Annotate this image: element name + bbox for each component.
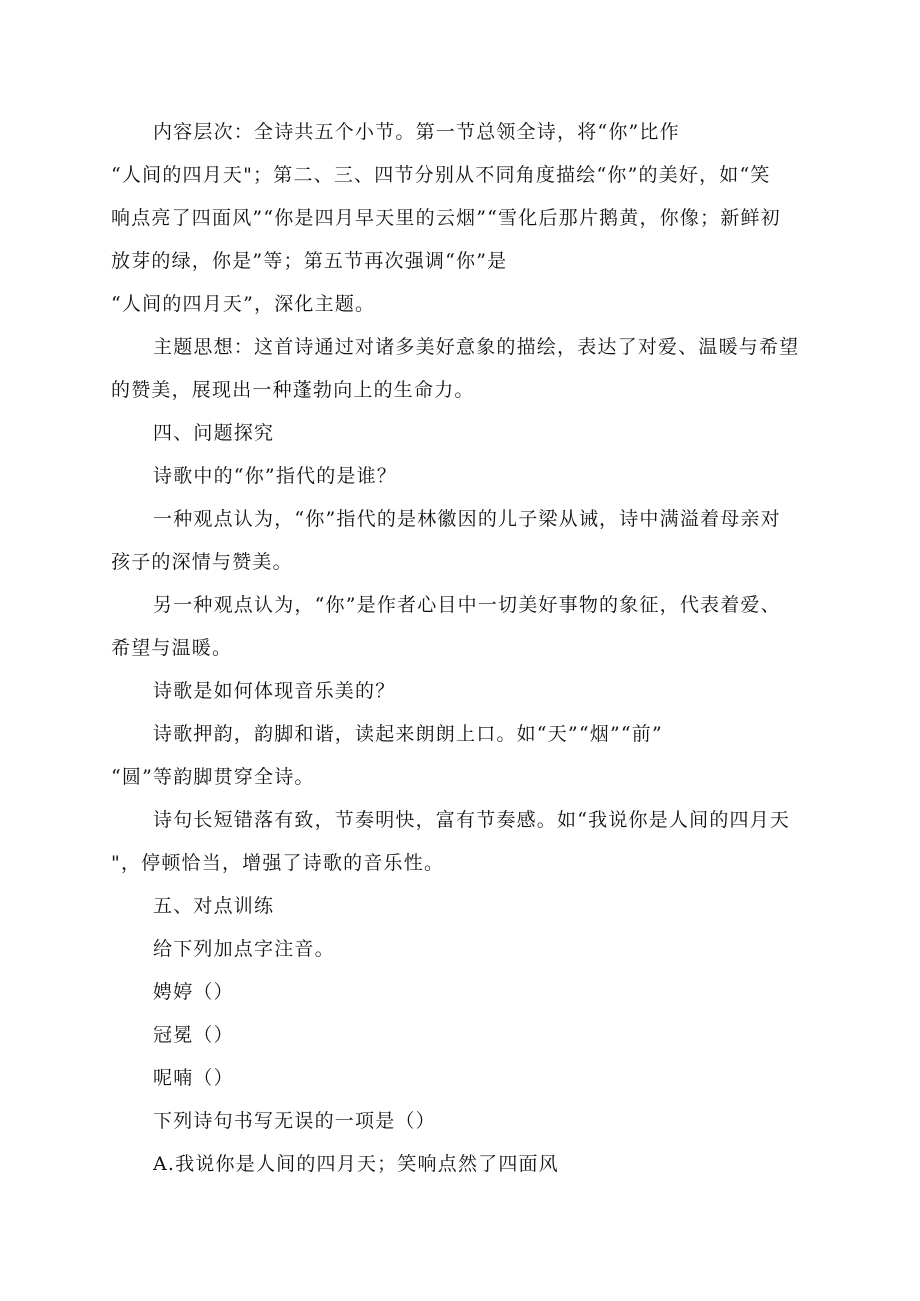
structure-paragraph-line-4: 放芽的绿，你是”等；第五节再次强调“你”是 [111,250,508,272]
theme-paragraph-line-2: 的赞美，展现出一种蓬勃向上的生命力。 [111,379,475,401]
answer-1b-line-2: 希望与温暖。 [111,637,233,659]
exercise-1-prompt: 给下列加点字注音。 [153,938,335,960]
structure-paragraph-line-1: 内容层次：全诗共五个小节。第一节总领全诗，将“你”比作 [153,121,680,143]
answer-1a-line-1: 一种观点认为，“你”指代的是林徽因的儿子梁从诫，诗中满溢着母亲对 [153,508,781,530]
section-heading-inquiry: 四、问题探究 [153,422,275,444]
answer-1b-line-1: 另一种观点认为，“你”是作者心目中一切美好事物的象征，代表着爱、 [153,594,781,616]
question-2: 诗歌是如何体现音乐美的？ [153,680,396,702]
exercise-2-option-a: A.我说你是人间的四月天；笑响点然了四面风 [153,1153,559,1175]
exercise-1-item-2: 冠冕（） [153,1024,234,1046]
exercise-1-item-1: 娉婷（） [153,981,234,1003]
answer-2b-line-1: 诗句长短错落有致，节奏明快，富有节奏感。如“我说你是人间的四月天 [153,809,791,831]
exercise-2-prompt: 下列诗句书写无误的一项是（） [153,1110,436,1132]
question-1: 诗歌中的“你”指代的是谁？ [153,465,398,487]
answer-1a-line-2: 孩子的深情与赞美。 [111,551,293,573]
structure-paragraph-line-3: 响点亮了四面风”“你是四月早天里的云烟”“雪化后那片鹅黄，你像；新鲜初 [111,207,781,229]
exercise-1-item-3: 呢喃（） [153,1067,234,1089]
theme-paragraph-line-1: 主题思想：这首诗通过对诸多美好意象的描绘，表达了对爱、温暖与希望 [153,336,800,358]
structure-paragraph-line-5: “人间的四月天”，深化主题。 [111,293,376,315]
answer-2a-line-1: 诗歌押韵，韵脚和谐，读起来朗朗上口。如“天”“烟”“前” [153,723,663,745]
section-heading-training: 五、对点训练 [153,895,275,917]
answer-2b-line-2: "，停顿恰当，增强了诗歌的音乐性。 [111,852,445,874]
structure-paragraph-line-2: “人间的四月天"；第二、三、四节分别从不同角度描绘“你”的美好，如“笑 [111,164,771,186]
answer-2a-line-2: “圆”等韵脚贯穿全诗。 [111,766,315,788]
